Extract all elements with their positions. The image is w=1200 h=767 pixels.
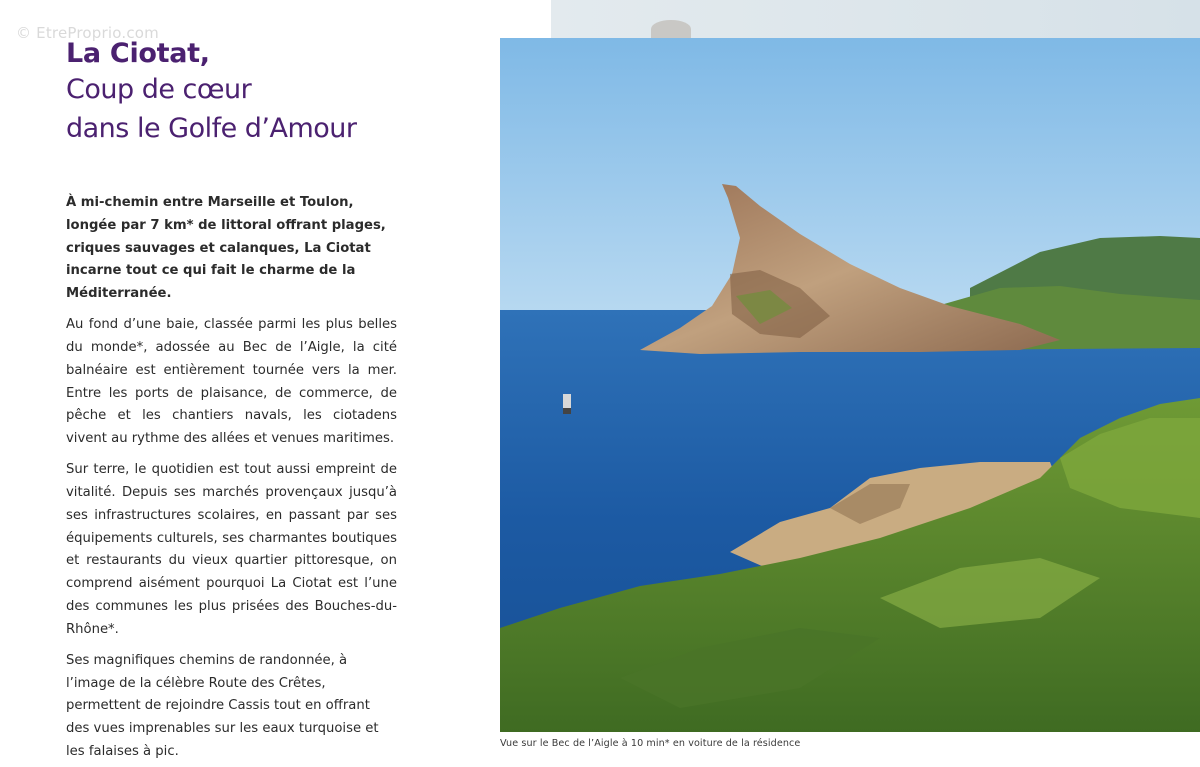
buoy-base bbox=[563, 408, 571, 414]
bec-de-l-aigle-photo bbox=[500, 38, 1200, 732]
title-subtitle-line-1: Coup de cœur bbox=[66, 74, 252, 105]
watermark: © EtreProprio.com bbox=[16, 24, 159, 42]
landscape-illustration bbox=[500, 38, 1200, 732]
adjacent-page-detail bbox=[651, 20, 691, 38]
paragraph-bay: Au fond d’une baie, classée parmi les plus belles du monde*, adossée au Bec de l’Aigle, la cité balnéaire est entièrement tournée vers la mer. Entre les ports de plaisance, de commerce, de pêche et les chantiers navals, les ciotadens vivent au rythme des allées et venues maritimes. bbox=[66, 317, 397, 447]
photo-caption: Vue sur le Bec de l’Aigle à 10 min* en voiture de la résidence bbox=[500, 738, 801, 749]
paragraph-daily-life: Sur terre, le quotidien est tout aussi empreint de vitalité. Depuis ses marchés provençaux jusqu’à ses infrastructures scolaires, en passant par ses équipements culturels, ses charmantes boutiques et restaurants du vieux quartier pittoresque, on comprend aisément pourquoi La Ciotat est l’une des communes les plus prisées des Bouches-du-Rhône*. bbox=[66, 462, 397, 637]
lead-paragraph: À mi-chemin entre Marseille et Toulon, longée par 7 km* de littoral offrant plages, criques sauvages et calanques, La Ciotat incarne tout ce qui fait le charme de la Méditerranée. bbox=[66, 195, 386, 302]
body-text-column bbox=[66, 192, 397, 767]
paragraph-hiking: Ses magnifiques chemins de randonnée, à l’image de la célèbre Route des Crêtes, permettent de rejoindre Cassis tout en offrant des vues imprenables sur les eaux turquoise et les falaises à pic. bbox=[66, 652, 379, 759]
title-subtitle-line-2: dans le Golfe d’Amour bbox=[66, 113, 357, 144]
page-title bbox=[66, 38, 486, 148]
title-city: La Ciotat, bbox=[66, 38, 210, 69]
adjacent-page-strip bbox=[551, 0, 1200, 38]
